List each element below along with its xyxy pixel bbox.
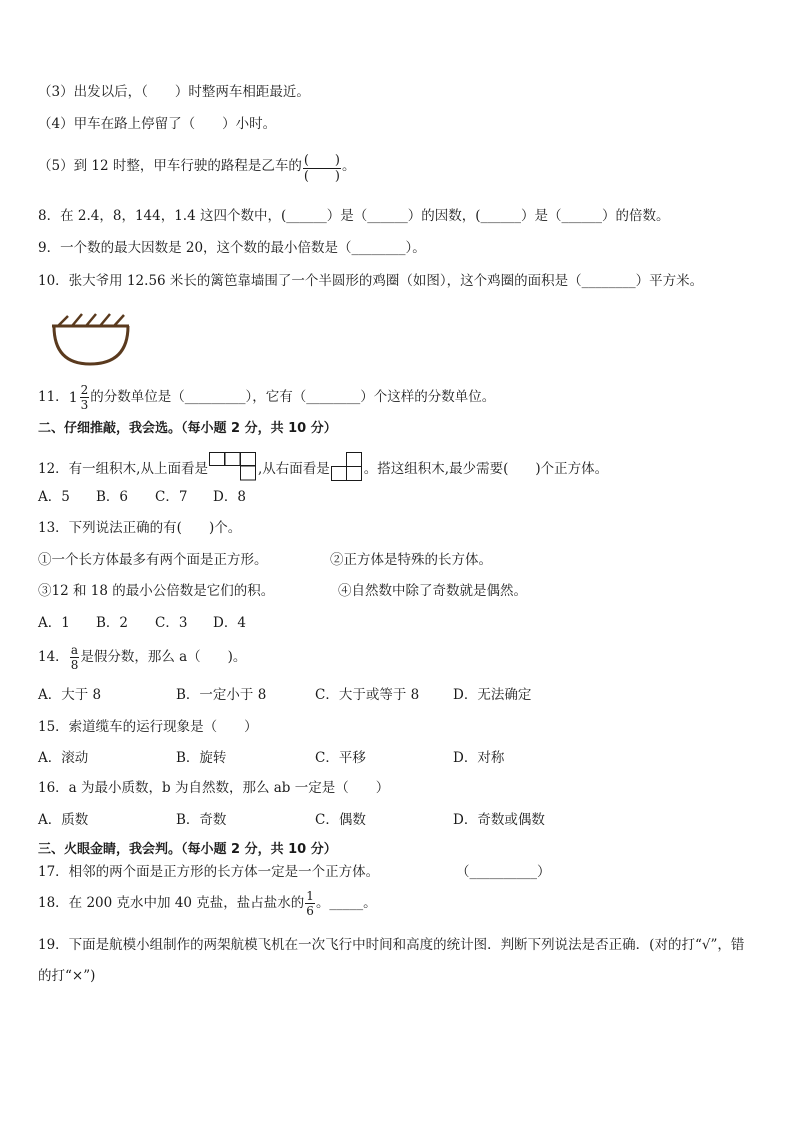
semicircle-coop-figure	[48, 308, 133, 366]
q12-option-b: B．6	[96, 489, 129, 505]
q15-option-d: D．对称	[453, 750, 505, 766]
right-view-grid-icon	[331, 452, 363, 482]
question-14	[38, 644, 246, 671]
q13-option-a: A．1	[38, 615, 70, 631]
q13-option-b: B．2	[96, 615, 129, 631]
q12-option-d: D．8	[213, 489, 246, 505]
q18-text: 18．在 200 克水中加 40 克盐，盐占盐水的	[38, 895, 305, 911]
q7-part5-fraction	[303, 154, 341, 183]
question-19-line-1: 19．下面是航模小组制作的两架航模飞机在一次飞行中时间和高度的统计图．判断下列说法是否正确．(对的打“√”，错	[38, 937, 745, 953]
question-12	[38, 452, 608, 482]
q16-option-a: A．质数	[38, 812, 89, 828]
q13-option-c: C．3	[155, 615, 188, 631]
q13-statement-4: ④自然数中除了奇数就是偶然。	[338, 583, 527, 599]
q13-statement-3: ③12 和 18 的最小公倍数是它们的积。	[38, 583, 275, 599]
q7-part3: （3）出发以后，（ ）时整两车相距最近。	[38, 84, 310, 100]
q12-text-2: ,从右面看是	[257, 461, 330, 477]
question-11	[38, 384, 495, 411]
fraction-numerator: a	[70, 643, 79, 657]
q16-option-d: D．奇数或偶数	[453, 812, 545, 828]
top-view-grid-icon	[209, 452, 257, 482]
fraction-denominator: 3	[80, 398, 89, 412]
q14-option-d: D．无法确定	[453, 687, 532, 703]
q13-statement-2: ②正方体是特殊的长方体。	[330, 552, 492, 568]
q11-text: 的分数单位是（_________），它有（________）个这样的分数单位。	[90, 389, 496, 405]
fraction-denominator: 6	[306, 904, 314, 918]
q14-option-b: B．一定小于 8	[176, 687, 267, 703]
q14-fraction	[70, 644, 80, 671]
section-2-heading: 二、仔细推敲，我会选。（每小题 2 分，共 10 分）	[38, 421, 337, 436]
q15-option-c: C．平移	[315, 750, 366, 766]
fraction-denominator: 8	[70, 658, 79, 672]
question-13: 13．下列说法正确的有( )个。	[38, 520, 242, 536]
fraction-numerator: 2	[80, 383, 89, 397]
q15-option-b: B．旋转	[176, 750, 227, 766]
q18-end: 。_____。	[315, 895, 377, 911]
q14-option-c: C．大于或等于 8	[315, 687, 420, 703]
question-8: 8．在 2.4，8，144，1.4 这四个数中，(______）是（______）的因数，(______）是（______）的倍数。	[38, 208, 670, 224]
question-9: 9．一个数的最大因数是 20，这个数的最小倍数是（________）。	[38, 240, 426, 256]
fraction-denominator: ( )	[303, 169, 341, 184]
question-10: 10．张大爷用 12.56 米长的篱笆靠墙围了一个半圆形的鸡圈（如图），这个鸡圈的面积是（________）平方米。	[38, 273, 704, 289]
q14-text: 是假分数，那么 a（ )。	[80, 649, 247, 665]
q11-whole: 1	[68, 389, 78, 406]
q12-text-3: 。搭这组积木,最少需要( )个正方体。	[363, 461, 609, 477]
q7-part5-end: 。	[342, 158, 356, 174]
q11-fraction	[80, 384, 90, 411]
question-19-line-2: 的打“×”)	[38, 968, 96, 984]
q17-answer-blank: （__________）	[456, 864, 551, 880]
q12-option-a: A．5	[38, 489, 70, 505]
q15-option-a: A．滚动	[38, 750, 89, 766]
q12-option-c: C．7	[155, 489, 188, 505]
question-16: 16．a 为最小质数，b 为自然数，那么 ab 一定是（ ）	[38, 780, 390, 796]
question-15: 15．索道缆车的运行现象是（ ）	[38, 719, 258, 735]
q7-part5	[38, 152, 356, 184]
q13-option-d: D．4	[213, 615, 246, 631]
q16-option-c: C．偶数	[315, 812, 366, 828]
q18-fraction	[305, 890, 315, 917]
q7-part4: （4）甲车在路上停留了（ ）小时。	[38, 116, 277, 132]
q12-text-1: 12．有一组积木,从上面看是	[38, 461, 208, 477]
q11-prefix: 11．	[38, 389, 69, 405]
question-17: 17．相邻的两个面是正方形的长方体一定是一个正方体。	[38, 864, 380, 880]
q13-statement-1: ①一个长方体最多有两个面是正方形。	[38, 552, 268, 568]
q11-mixed-number	[69, 384, 91, 411]
q14-option-a: A．大于 8	[38, 687, 102, 703]
fraction-numerator: 1	[306, 889, 314, 903]
fraction-numerator: ( )	[303, 153, 341, 168]
q14-prefix: 14．	[38, 649, 69, 665]
q7-part5-text: （5）到 12 时整，甲车行驶的路程是乙车的	[38, 158, 302, 174]
question-18	[38, 890, 377, 917]
q16-option-b: B．奇数	[176, 812, 227, 828]
section-3-heading: 三、火眼金睛，我会判。（每小题 2 分，共 10 分）	[38, 842, 337, 857]
